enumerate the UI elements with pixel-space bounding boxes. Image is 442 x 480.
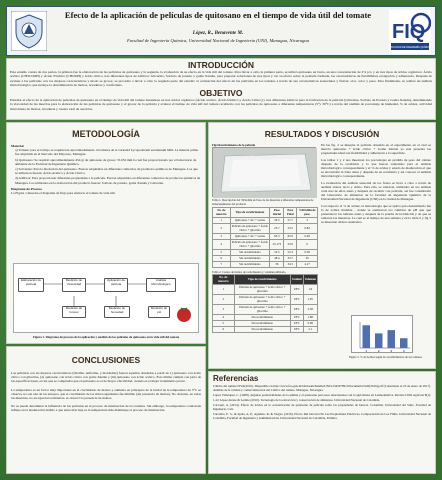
table1-header: Tipo de recubrimiento bbox=[230, 207, 270, 217]
table-cell: 36 bbox=[270, 261, 284, 267]
results-panel bbox=[208, 122, 436, 369]
film-photo bbox=[212, 147, 316, 197]
table-row bbox=[213, 261, 318, 267]
material-item: a) Tomate: para el trabajo se requirieron aproximadamente 14 tomates de la variedad Lycopersicum esculentum Mill. La materia prima fue adquirida en el mercado del Mayoreo, Managua. bbox=[15, 148, 199, 157]
table-cell: 1 bbox=[213, 284, 235, 294]
table-cell: 2.1 bbox=[303, 326, 317, 332]
table-cell: 52.5 bbox=[270, 249, 284, 255]
material-item: d) Aditivos: Para proporcionar diferentes propiedades a la película. Fueron adquiridos en diferentes comercios de productos químicos de Managua. Los utilizados en la elaboración del producto fueron: Sorbato de potasio, goma Xantán y Glicerina. bbox=[15, 176, 201, 185]
tomato-icon bbox=[174, 304, 194, 324]
results-heading: RESULTADOS Y DISCUSIÓN bbox=[264, 129, 380, 139]
results-paragraph: En las fig. 2 se muestra la película obtenida en el experimento en el cual se mezcló quitosano + ácido cítrico + Goma Xantan ya esta presenta las propiedades ideal son flexibilidad y adherencia a la superficie. bbox=[321, 143, 431, 156]
table-cell: UFC bbox=[291, 314, 304, 320]
diagram-node: Medición de humedad bbox=[104, 306, 130, 318]
diagram-arrows bbox=[14, 264, 200, 334]
table-row bbox=[213, 239, 318, 249]
table1-header: Peso Final bbox=[284, 207, 297, 217]
reference-item: Cárcamo, E. S., & Ayala, A. P., Agudelo, R. & Vargas, (2016). Efecto Del Glicerol En Las Propiedades Eléctricas, Compactación de Los Films. Universidad Nacional de Colombia, Facultad de Ingeniería y Administración, Universidad Nacional de Colombia, Palmira. bbox=[213, 412, 431, 421]
table-cell: Sin recubrimiento bbox=[234, 326, 291, 332]
table-cell: UFC bbox=[291, 304, 304, 314]
table-cell: 0.08 bbox=[303, 320, 317, 326]
table-cell: 5 bbox=[213, 320, 235, 326]
fiq-logo bbox=[389, 10, 431, 54]
conclusion-paragraph: Las películas con las mejores características (flexible, uniforme, y moldeable) fueron aquellas obtenidas a partir de 1) quitosano con ácido cítrico con glicerina, (2) quitosano con ácido cítrico con goma Xantán y (iii) quitosano con ácido acético. Esto último cumple con parte de las especificaciones, en las que se comprueba que el quitosano es el de mayor efectividad, cuando es el mejor tratamiento previo. bbox=[11, 371, 201, 384]
table-cell: 1.95 bbox=[303, 294, 317, 304]
results-paragraph: La evaluación del análisis sensorial de los frutos se llevó a cabo a través de análisis visual, tacto y olfato. Para ello, se tomaron, utilizados en los análisis cada uno de ellos antes y después de recubrir con película, así fue considerado del laboratorio de alimentos de la facultad de Ingeniería Química de la Universidad Nacional de Ingeniería (UNI) en la ciudad de Managua. bbox=[321, 180, 431, 202]
chart-bar bbox=[400, 338, 408, 348]
table-cell: Quitosano + AC + Goma bbox=[230, 217, 270, 223]
weight-loss-table bbox=[212, 207, 318, 268]
table1-header: %Pérdida de peso bbox=[298, 208, 316, 217]
reference-item: Cálidra del tomate ISVA(2016). Disponible en http://www.fao.gob.ni/bitstream/handle/UNI/123456789/3/Documento%20(2016).pdf (Consultado el 23 de enero de 2017). Análisis de la calidad y comercialización del Cultivo del tomate. Managua, Nicaragua. bbox=[213, 384, 431, 393]
diagram-heading: Diagrama de Proceso bbox=[11, 186, 42, 191]
table2-header: Unidad bbox=[291, 274, 304, 284]
table-cell: 0 bbox=[297, 239, 318, 249]
chart-bar bbox=[388, 330, 396, 348]
diagram-intro: La Figura 1 muestra el diagrama de flujo para elaborar el tomate de vida útil. bbox=[11, 191, 116, 196]
acidity-chart-svg bbox=[352, 316, 414, 354]
table-cell: 25.173 bbox=[270, 239, 284, 249]
table-cell: Película de quitosano + Ácido cítrico + glicerina bbox=[231, 240, 268, 249]
table-row bbox=[213, 284, 318, 294]
figure2-caption: Fig2.Recubrimiento de la película bbox=[212, 143, 256, 147]
poster-header bbox=[6, 6, 436, 56]
table-cell: 5 bbox=[213, 249, 231, 255]
table-cell: Película de quitosano + ácido cítrico + glicerina bbox=[234, 294, 291, 304]
fiq-logo-caption: FACULTAD DE INGENIERÍA QUÍMICA bbox=[389, 46, 431, 49]
table-cell: 6 bbox=[213, 255, 231, 261]
table-cell: 23.5 bbox=[284, 223, 297, 233]
table-cell: Sin recubrimiento bbox=[230, 261, 270, 267]
methodology-panel bbox=[6, 122, 206, 344]
table-cell: 4 bbox=[213, 314, 235, 320]
table-cell: 0.84 bbox=[297, 223, 318, 233]
table-cell: 0.38 bbox=[297, 249, 318, 255]
chart-bar bbox=[363, 325, 371, 348]
table-cell: 3 bbox=[213, 233, 231, 239]
table-cell: 0.48 bbox=[297, 233, 318, 239]
table-cell: 52.3 bbox=[284, 249, 297, 255]
diagram-node: Medición de Grosor bbox=[62, 306, 86, 318]
references-panel bbox=[208, 371, 436, 474]
table-cell: 2 bbox=[213, 223, 231, 233]
mold-count-table bbox=[212, 274, 318, 333]
conclusions-panel bbox=[6, 346, 206, 474]
table-cell: Sin recubrimiento bbox=[230, 255, 270, 261]
process-diagram bbox=[13, 263, 199, 333]
table-cell: 34.5 bbox=[284, 261, 297, 267]
table2-header: Volumen bbox=[303, 274, 317, 284]
diagram-node: Análisis Microbiológico bbox=[146, 278, 176, 292]
table-cell: UFC bbox=[291, 326, 304, 332]
diagram-node: Medición de Viscosidad bbox=[62, 278, 86, 292]
reference-item: López Velázquez, C. (2008). Algunas potencialidades de la quitina y el quitosano para usos relacionados con la agricultura en Latinoamérica. Revista UDO Agrícola 8(1): 1-22 López Alzate & Lomba (2010). Tecnología de la extracción y conservación de alimentos. Universidad Nacional de Colombia. bbox=[213, 393, 431, 402]
chart-tick-label: 1 bbox=[365, 349, 368, 353]
fiq-logo-icon bbox=[389, 10, 431, 54]
table-cell: 1.6 bbox=[303, 284, 317, 294]
chart-tick-label: 2 bbox=[377, 349, 380, 353]
table-cell: 1.88 bbox=[303, 314, 317, 320]
chart-tick-label: 3 bbox=[390, 349, 393, 353]
table1-caption: Tabla 1. Descripción del %Pérdida de Peso de las muestras a diferentes temperaturas de almacenamiento del producto bbox=[212, 198, 314, 207]
table-cell: Sin recubrimiento bbox=[234, 314, 291, 320]
table-cell: 30 bbox=[297, 255, 318, 261]
table-cell: 4.17 bbox=[297, 261, 318, 267]
objective-heading: OBJETIVO bbox=[199, 88, 243, 99]
table-cell: 1 bbox=[213, 217, 231, 223]
conclusion-paragraph: No se puede determinar la influencia de las películas en el proceso de maduración de los tomates. Sin embargo, la temperatura controlada influye en la maduración debido a que entre más baja es la temperatura más disminuye el proceso de maduración. bbox=[11, 404, 201, 413]
table-cell: 2 bbox=[213, 294, 235, 304]
chart-tick-label: 4 bbox=[402, 349, 405, 353]
table-cell: 4 bbox=[213, 239, 231, 249]
table1-header: No. de muestra bbox=[213, 207, 231, 217]
results-paragraph: Las tablas 1 y 2 nos muestran los porcentajes en pérdida de peso del tomate después de la recubierta y lo que fueron sometidos para el análisis microbiológico correspondiente y el % de acidez y estado de maduración el que se encontraba la fruta antes y después de su recubierta y así conocer el análisis microbiológico correspondiente. bbox=[321, 157, 431, 179]
objective-text: Estudiar el efecto de la aplicación de películas de quitosano en el tiempo de vida útil del tomate basándose en tres ácidos orgánicos (Ácido acético, Ácido fórmico y Ácido Cítrico) y tres diferentes aditivos para la formación de la película (Glicerina, Sorbato de Potasio y Goma Xantán), determinando la viscosidad de las mezclas para la elaboración de las películas de quitosano y el grosor de la película y evaluar el tiempo de vida útil del tomate recubierto con las películas de quitosano a diferentes temperaturas (5°y 30°C) a través del análisis de porcentaje de humedad, % de acidez, actividad microbiana de mohos, levaduras y cuenta total de aerobios. bbox=[10, 98, 432, 111]
poster-title: Efecto de la aplicación de películas de quitosano en el tiempo de vida útil del tomate bbox=[64, 10, 372, 20]
table-cell: 59.5 bbox=[270, 217, 284, 223]
results-paragraph: Con respecto al % de acidez, la metodología que se aplicó para determinarlo fue la de acidez titulable , donde se analizaron los cambios de pH que que presentaron los tomates antes y después de la prueba de irradiación y de que se tomaron las muestras. La cual se al tiempo de una semana y en la tabla 2 y fig 3 se muestran dichos resultados. bbox=[321, 203, 431, 225]
material-label: Material bbox=[11, 144, 24, 148]
material-item: b) Quitosano: Se requirió aproximadamente 454 gr de quitosano de grosor <0.032 mm la cual fue proporcionado por el laboratorio de ambiente de la Facultad de Ingeniería Química. bbox=[15, 157, 197, 166]
table-cell: UFC bbox=[291, 320, 304, 326]
table-cell: Sin recubrimiento bbox=[234, 320, 291, 326]
table2-caption: Tabla 2. Conteo de mohos de cada muestra y volumen utilizado. bbox=[212, 269, 287, 274]
table-cell: 6 bbox=[213, 326, 235, 332]
table-row bbox=[213, 326, 318, 332]
references-heading: Referencias bbox=[213, 374, 259, 383]
table-cell: 3 bbox=[213, 304, 235, 314]
table-cell: 33.7 bbox=[284, 255, 297, 261]
table-cell: Película de quitosano + Ácido cítrico + glicerina bbox=[231, 224, 268, 233]
table1-header: Peso Inicial bbox=[270, 207, 284, 217]
conclusion-paragraph: La temperatura es un factor muy importante en el crecimiento de mohos y aumenta en principios de la inicial de la temperatura de 5°C se observa, no son una de los ensayos, que el crecimiento de los microorganismos fue mínimo (sin presencia de mohos). No obstante, en todas las muestras, no en especial recubiertas, se observó la presencia de mohos. bbox=[11, 387, 201, 401]
table2-header: No. de muestra bbox=[213, 274, 235, 284]
methodology-heading: METODOLOGÍA bbox=[72, 129, 140, 139]
table-cell: 23.7 bbox=[270, 223, 284, 233]
diagram-node: Aplicación de película bbox=[104, 278, 128, 292]
table-row bbox=[213, 294, 318, 304]
table-row bbox=[213, 223, 318, 233]
table-cell: 82.9 bbox=[284, 233, 297, 239]
poster-authors: López, R., Benavente M. bbox=[192, 31, 244, 36]
figure3-caption: Figura 3. % de Acidez según los recubrimientos de los tomates. bbox=[349, 355, 423, 359]
chart-bar bbox=[375, 333, 383, 348]
table-cell: 48.4 bbox=[270, 255, 284, 261]
table-cell: Quitosano + AC + Goma bbox=[230, 233, 270, 239]
poster-affiliation: Facultad de Ingeniería Química, Universidad Nacional de Ingeniería (UNI), Managua, Nicaragua bbox=[126, 38, 310, 43]
table2-header: Tipo de recubrimiento bbox=[234, 274, 291, 284]
table-cell: UFC bbox=[291, 284, 304, 294]
table-cell: 57.7 bbox=[284, 217, 297, 223]
conclusions-heading: CONCLUSIONES bbox=[71, 355, 141, 365]
table-cell: Sin recubrimiento bbox=[230, 249, 270, 255]
table-cell: 7 bbox=[213, 261, 231, 267]
film-photo-image bbox=[213, 148, 317, 198]
acidity-chart bbox=[351, 315, 413, 353]
results-left-column bbox=[212, 143, 318, 333]
table-cell: 83.3 bbox=[270, 233, 284, 239]
table-cell: Película de quitosano + ácido cítrico + glicerina bbox=[234, 304, 291, 314]
table-row bbox=[213, 304, 318, 314]
fiq-logo-text: FIQ bbox=[392, 21, 426, 43]
table-cell: 2.38 bbox=[303, 304, 317, 314]
intro-heading: INTRODUCCIÓN bbox=[187, 60, 255, 70]
reference-item: Carvajal, A. (2014). Efecto de ácidos en la concentración de quitosano de película sobre las propiedades de barrera. Colombia. Universidad del Valle. Facultad de Ingeniería. Cali. bbox=[213, 402, 431, 412]
material-item: c) Solventes: Para la disolución del quitosano. Fueron adquiridos en diferentes comercios de productos químicos de Managua. Los que se utilizaron fueron: Ácido Acético y Ácido Cítrico. bbox=[15, 167, 198, 176]
intro-objective-panel bbox=[6, 58, 436, 120]
table-cell: Película de quitosano + ácido cítrico + glicerina bbox=[234, 284, 291, 294]
uni-seal-icon bbox=[11, 11, 47, 51]
figure1-caption: Figura 1. Diagrama de proceso de la aplicación y análisis de las películas de quitosano en la vida útil del tomate bbox=[32, 335, 180, 339]
intro-text: Este estudio consta de dos partes, la primera fue la elaboración de las películas de quitosano y la segunda, la evaluación de su efecto en la vida útil del tomate. Para llevar a cabo la primera parte, se utilizó quitosano en bruto, en una concentración de 2% p/v, y en tres tipos de ácidos orgánicos: Ácido acético (CH3COOH) y Ácido Fórmico (CHOOH) y ácido cítrico, tres diferentes tipos de aditivos: Glicerina, Sorbato de potasio y goma Xantán, para preparar soluciones de tres tipos y ver su efecto sobre la película formada, las características de flexibilidad, elongación y adherencia. Después de evaluar a las películas con los mejores características y modo se grosor, se procedió a llevar a cabo la segunda parte del estudio: la evaluación del efecto de las películas en los tomates a través de sus características sensoriales y físicas: olor, color y peso. Para finalmente, se realizó un análisis microbiológico que incluye la determinación de mohos, levaduras y coniformes. bbox=[10, 70, 432, 87]
table-cell: 23.0 bbox=[284, 239, 297, 249]
results-right-column bbox=[321, 143, 431, 359]
diagram-node: Medición de pH bbox=[148, 306, 170, 318]
table-cell: UFC bbox=[291, 294, 304, 304]
table-cell: 3 bbox=[297, 217, 318, 223]
diagram-node: Elaboración de película bbox=[18, 278, 44, 292]
